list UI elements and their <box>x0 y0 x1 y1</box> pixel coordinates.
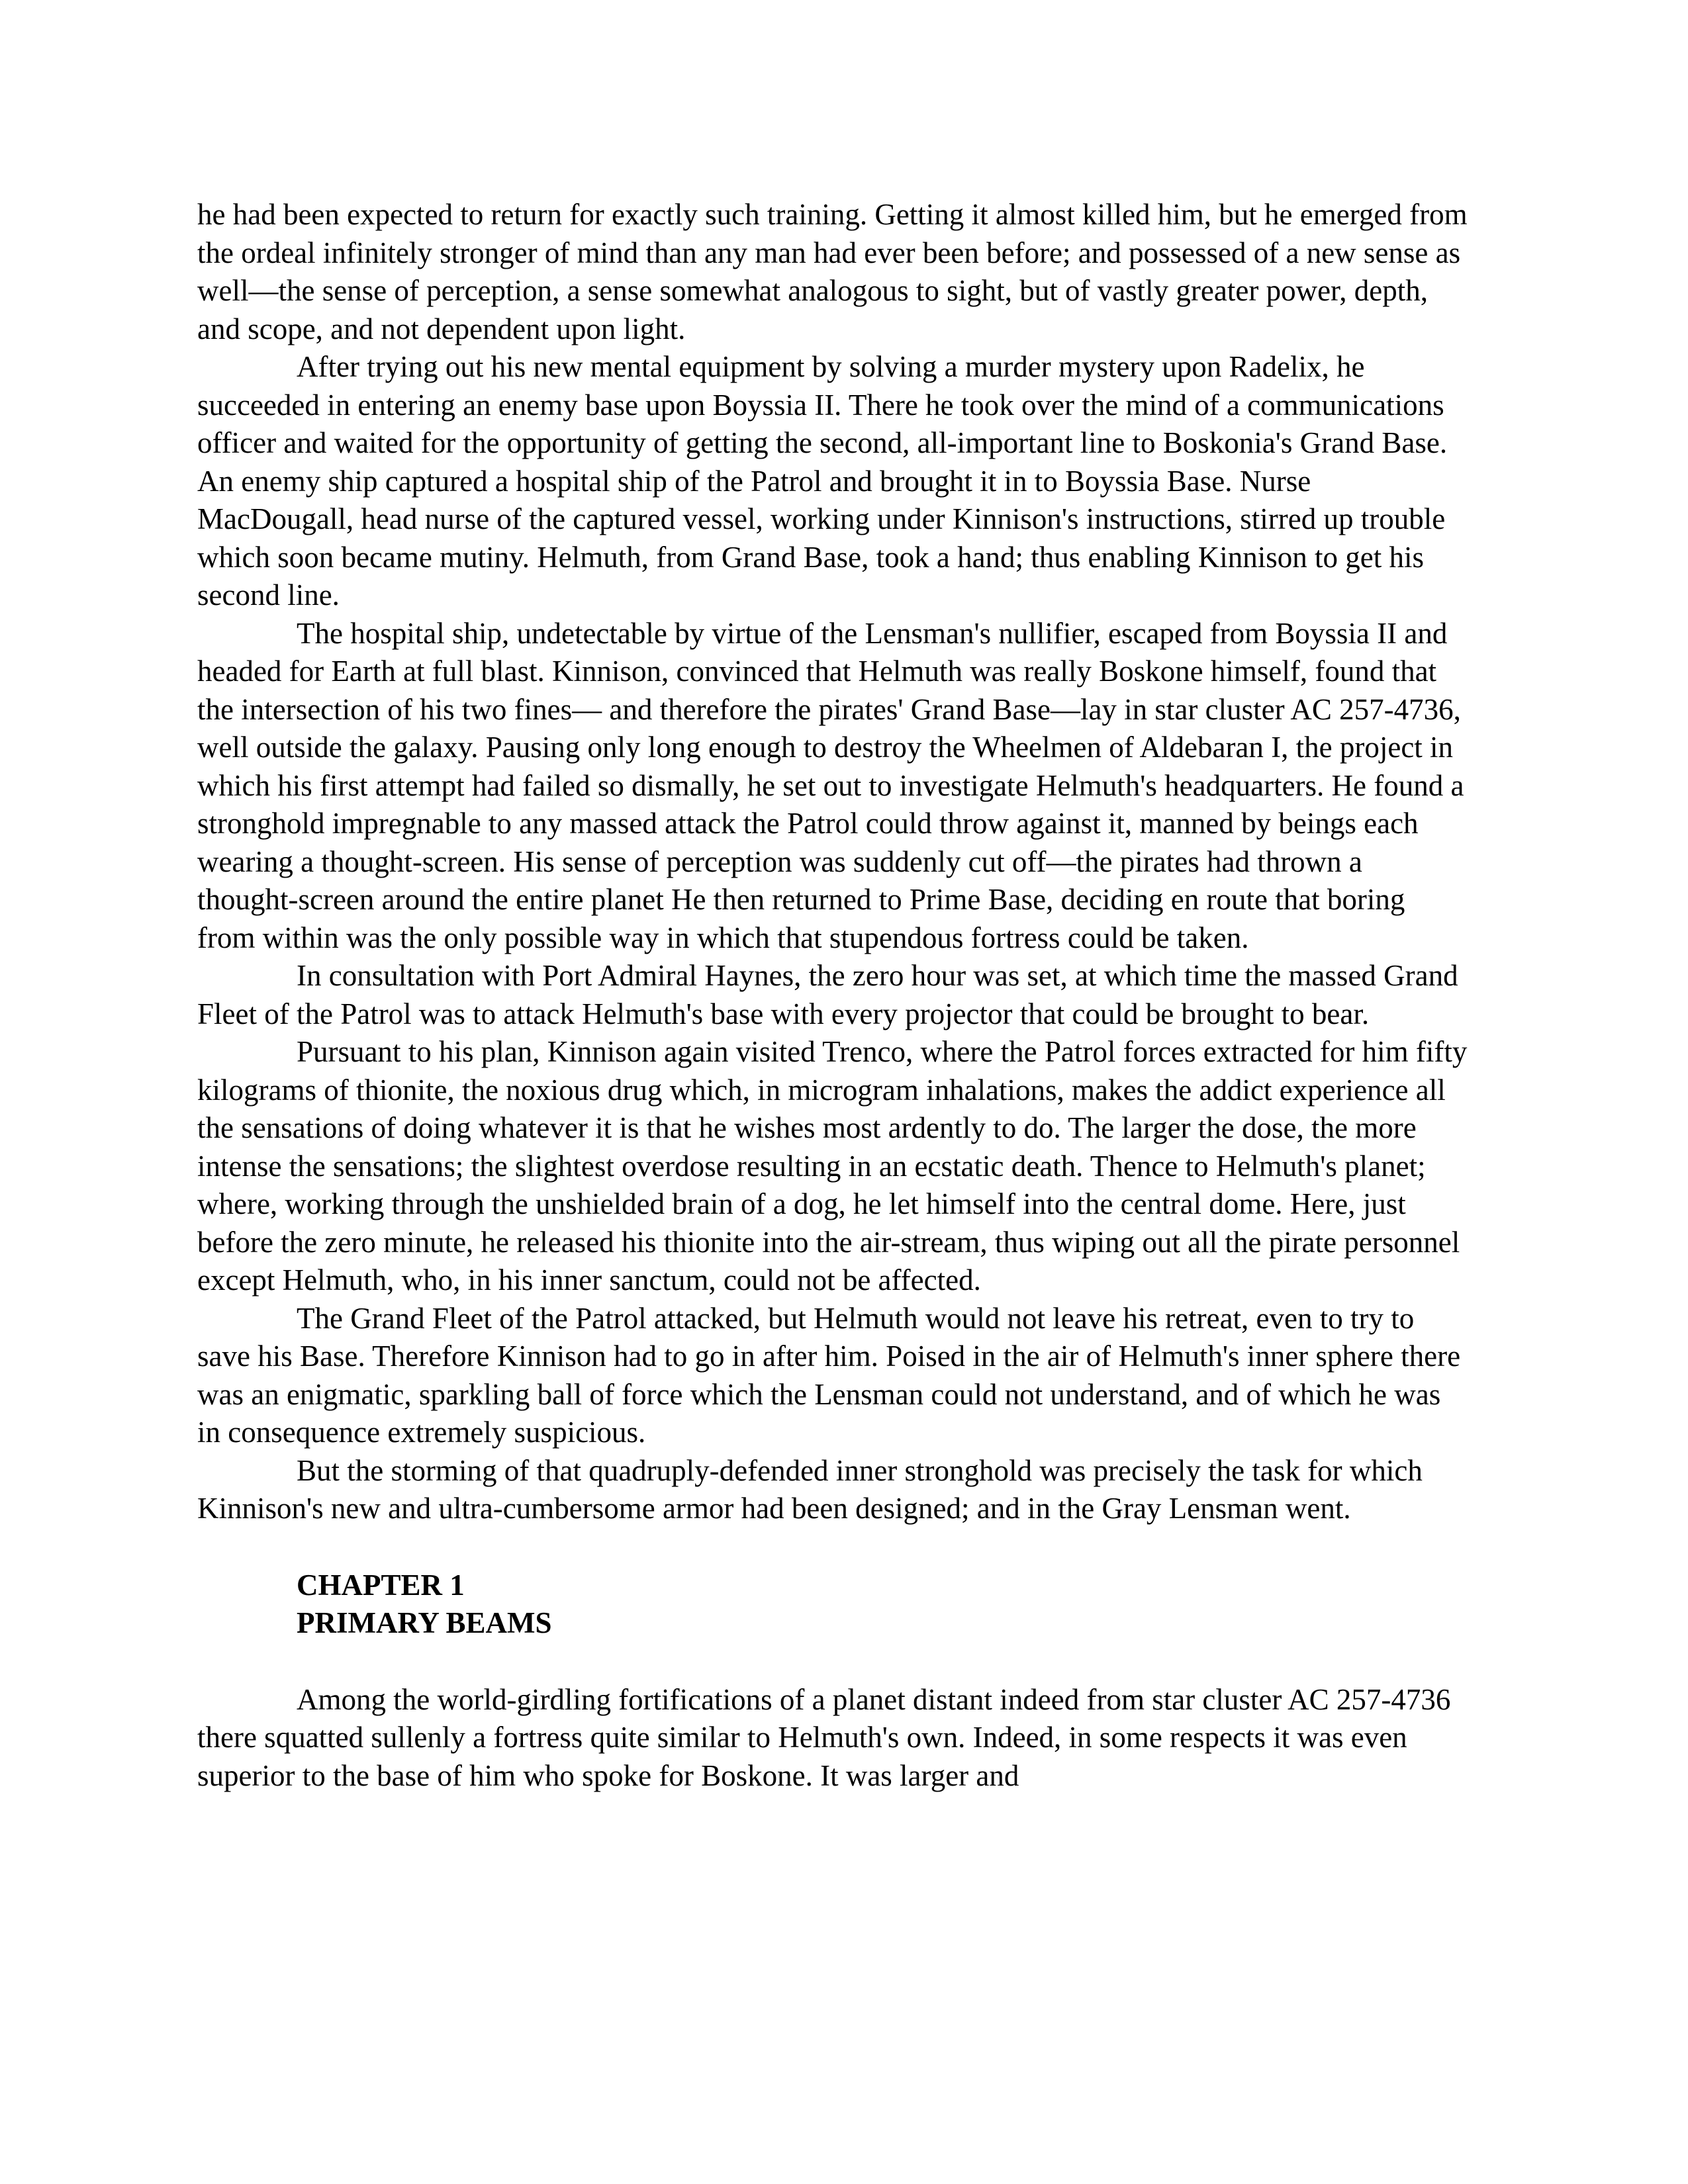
paragraph: The hospital ship, undetectable by virtue of the Lensman's nullifier, escaped from Boyssia II and headed for Earth at full blast. Kinnison, convinced that Helmuth was really Boskone himself, found that the intersection of his two fines— and therefore the pirates' Grand Base—lay in star cluster AC 257-4736, well outside the galaxy. Pausing only long enough to destroy the Wheelmen of Aldebaran I, the project in which his first attempt had failed so dismally, he set out to investigate Helmuth's headquarters. He found a stronghold impregnable to any massed attack the Patrol could throw against it, manned by beings each wearing a thought-screen. His sense of perception was suddenly cut off—the pirates had thrown a thought-screen around the entire planet He then returned to Prime Base, deciding en route that boring from within was the only possible way in which that stupendous fortress could be taken. <box>197 616 1464 954</box>
chapter-number: CHAPTER 1 <box>297 1568 465 1602</box>
paragraph: After trying out his new mental equipment by solving a murder mystery upon Radelix, he succeeded in entering an enemy base upon Boyssia II. There he took over the mind of a communications officer and waited for the opportunity of getting the second, all-important line to Boskonia's Grand Base. An enemy ship captured a hospital ship of the Patrol and brought it in to Boyssia Base. Nurse MacDougall, head nurse of the captured vessel, working under Kinnison's instructions, stirred up trouble which soon became mutiny. Helmuth, from Grand Base, took a hand; thus enabling Kinnison to get his second line. <box>197 350 1448 612</box>
paragraph: Among the world-girdling fortifications of a planet distant indeed from star cluster AC 257-4736 there squatted sullenly a fortress quite similar to Helmuth's own. Indeed, in some respects it was even superior to the base of him who spoke for Boskone. It was larger and <box>197 1682 1451 1792</box>
paragraph: Pursuant to his plan, Kinnison again visited Trenco, where the Patrol forces extracted for him fifty kilograms of thionite, the noxious drug which, in microgram inhalations, makes the addict experience all the sensations of doing whatever it is that he wishes most ardently to do. The larger the dose, the more intense the sensations; the slightest overdose resulting in an ecstatic death. Thence to Helmuth's planet; where, working through the unshielded brain of a dog, he let himself into the central dome. Here, just before the zero minute, he released his thionite into the air-stream, thus wiping out all the pirate personnel except Helmuth, who, in his inner sanctum, could not be affected. <box>197 1035 1468 1297</box>
chapter-heading <box>197 1567 1468 1643</box>
chapter-title: PRIMARY BEAMS <box>297 1606 552 1639</box>
paragraph: In consultation with Port Admiral Haynes, the zero hour was set, at which time the massed Grand Fleet of the Patrol was to attack Helmuth's base with every projector that could be brought to bear. <box>197 959 1458 1030</box>
body-text <box>197 196 1468 1795</box>
paragraph: The Grand Fleet of the Patrol attacked, but Helmuth would not leave his retreat, even to try to save his Base. Therefore Kinnison had to go in after him. Poised in the air of Helmuth's inner sphere there was an enigmatic, sparkling ball of force which the Lensman could not understand, and of which he was in consequence extremely suspicious. <box>197 1301 1461 1449</box>
paragraph-continued: he had been expected to return for exactly such training. Getting it almost killed him, but he emerged from the ordeal infinitely stronger of mind than any man had ever been before; and possessed of a new sense as well—the sense of perception, a sense somewhat analogous to sight, but of vastly greater power, depth, and scope, and not dependent upon light. <box>197 198 1468 345</box>
paragraph: But the storming of that quadruply-defended inner stronghold was precisely the task for which Kinnison's new and ultra-cumbersome armor had been designed; and in the Gray Lensman went. <box>197 1453 1423 1525</box>
